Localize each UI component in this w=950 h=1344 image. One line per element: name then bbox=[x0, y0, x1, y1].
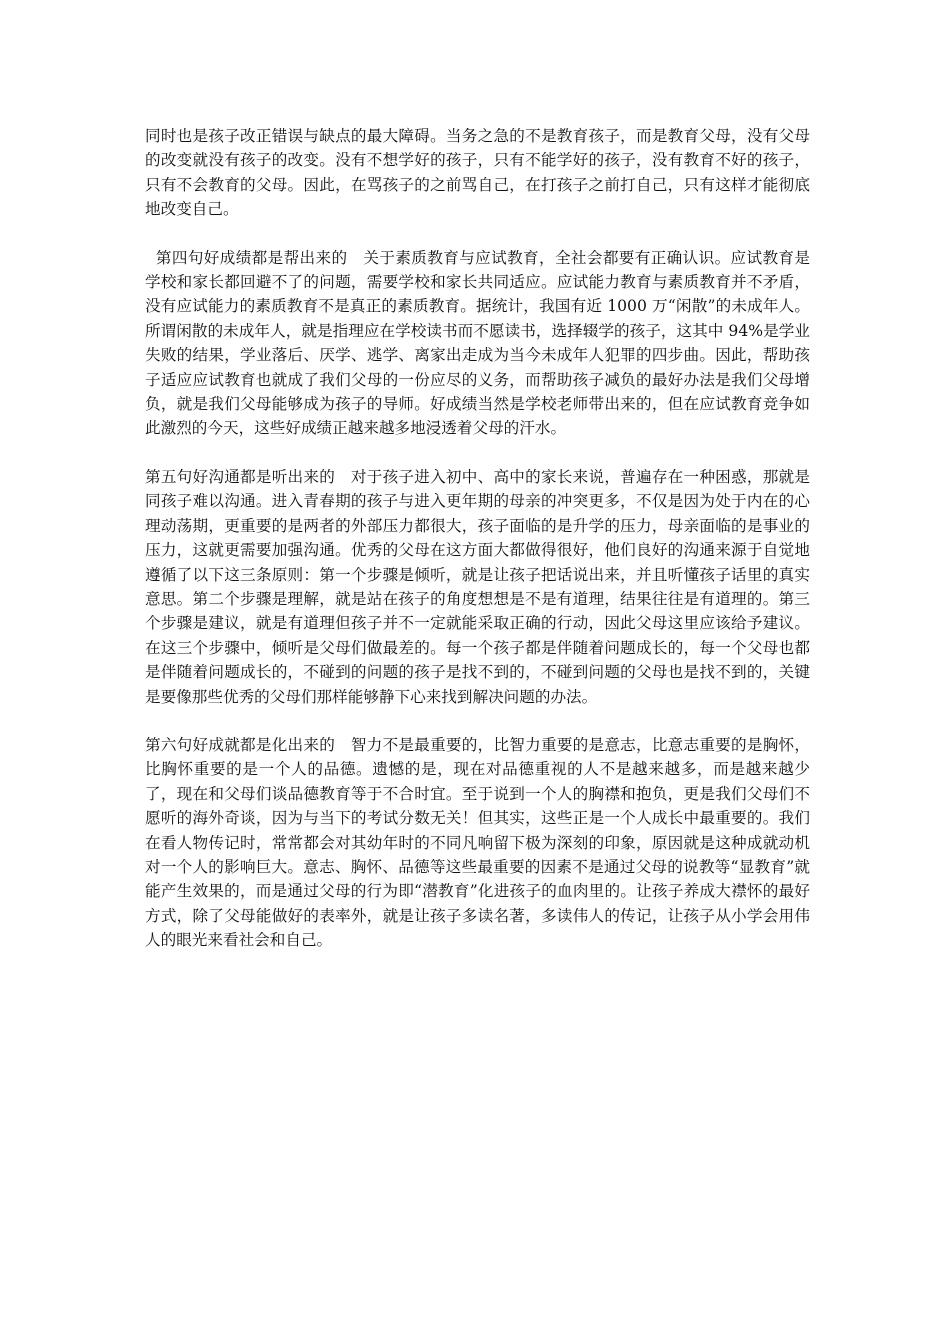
paragraph-text: 关于素质教育与应试教育，全社会都要有正确认识。应试教育是学校和家长都回避不了的问题，需要学校和家长共同适应。应试能力教育与素质教育并不矛盾，没有应试能力的素质教育不是真正的素质教育。据统计，我国有近 1000 万“闲散”的未成年人。所谓闲散的未成年人，就是指理应在学校读书而不愿读书，选择辍学的孩子，这其中 94%是学业失败的结果，学业落后、厌学、逃学、离家出走成为当今未成年人犯罪的四步曲。因此，帮助孩子适应应试教育也就成了我们父母的一份应尽的义务，而帮助孩子减负的最好办法是我们父母增负，就是我们父母能够成为孩子的导师。好成绩当然是学校老师带出来的，但在应试教育竞争如此激烈的今天，这些好成绩正越来越多地浸透着父母的汗水。 bbox=[145, 248, 810, 438]
paragraph-continuation bbox=[145, 124, 810, 222]
document-body bbox=[145, 124, 810, 953]
paragraph-text: 对于孩子进入初中、高中的家长来说，普遍存在一种困惑，那就是同孩子难以沟通。进入青春期的孩子与进入更年期的母亲的冲突更多，不仅是因为处于内在的心理动荡期，更重要的是两者的外部压力都很大，孩子面临的是升学的压力，母亲面临的是事业的压力，这就更需要加强沟通。优秀的父母在这方面大都做得很好，他们良好的沟通来源于自觉地遵循了以下这三条原则：第一个步骤是倾听，就是让孩子把话说出来，并且听懂孩子话里的真实意思。第二个步骤是理解，就是站在孩子的角度想想是不是有道理，结果往往是有道理的。第三个步骤是建议，就是有道理但孩子并不一定就能采取正确的行动，因此父母这里应该给予建议。在这三个步骤中，倾听是父母们做最差的。每一个孩子都是伴随着问题成长的，每一个父母也都是伴随着问题成长的，不碰到的问题的孩子是找不到的，不碰到问题的父母也是找不到的，关键是要像那些优秀的父母们那样能够静下心来找到解决问题的办法。 bbox=[145, 467, 810, 706]
paragraph-text: 同时也是孩子改正错误与缺点的最大障碍。当务之急的不是教育孩子，而是教育父母，没有父母的改变就没有孩子的改变。没有不想学好的孩子，只有不能学好的孩子，没有教育不好的孩子，只有不会教育的父母。因此，在骂孩子的之前骂自己，在打孩子之前打自己，只有这样才能彻底地改变自己。 bbox=[145, 127, 810, 219]
paragraph-gap bbox=[145, 222, 810, 246]
paragraph-section-4 bbox=[145, 246, 810, 441]
paragraph-section-5 bbox=[145, 465, 810, 709]
paragraph-gap bbox=[145, 441, 810, 465]
paragraph-section-6 bbox=[145, 733, 810, 953]
section-heading: 第六句好成就都是化出来的 bbox=[145, 735, 336, 754]
paragraph-gap bbox=[145, 709, 810, 733]
paragraph-text: 智力不是最重要的，比智力重要的是意志，比意志重要的是胸怀，比胸怀重要的是一个人的品德。遗憾的是，现在对品德重视的人不是越来越多，而是越来越少了，现在和父母们谈品德教育等于不合时宜。至于说到一个人的胸襟和抱负，更是我们父母们不愿听的海外奇谈，因为与当下的考试分数无关！但其实，这些正是一个人成长中最重要的。我们在看人物传记时，常常都会对其幼年时的不同凡响留下极为深刻的印象，原因就是这种成就动机对一个人的影响巨大。意志、胸怀、品德等这些最重要的因素不是通过父母的说教等“显教育”就能产生效果的，而是通过父母的行为即“潜教育”化进孩子的血肉里的。让孩子养成大襟怀的最好方式，除了父母能做好的表率外，就是让孩子多读名著，多读伟人的传记，让孩子从小学会用伟人的眼光来看社会和自己。 bbox=[145, 735, 810, 950]
section-heading: 第四句好成绩都是帮出来的 bbox=[155, 248, 348, 267]
section-heading: 第五句好沟通都是听出来的 bbox=[145, 467, 336, 486]
